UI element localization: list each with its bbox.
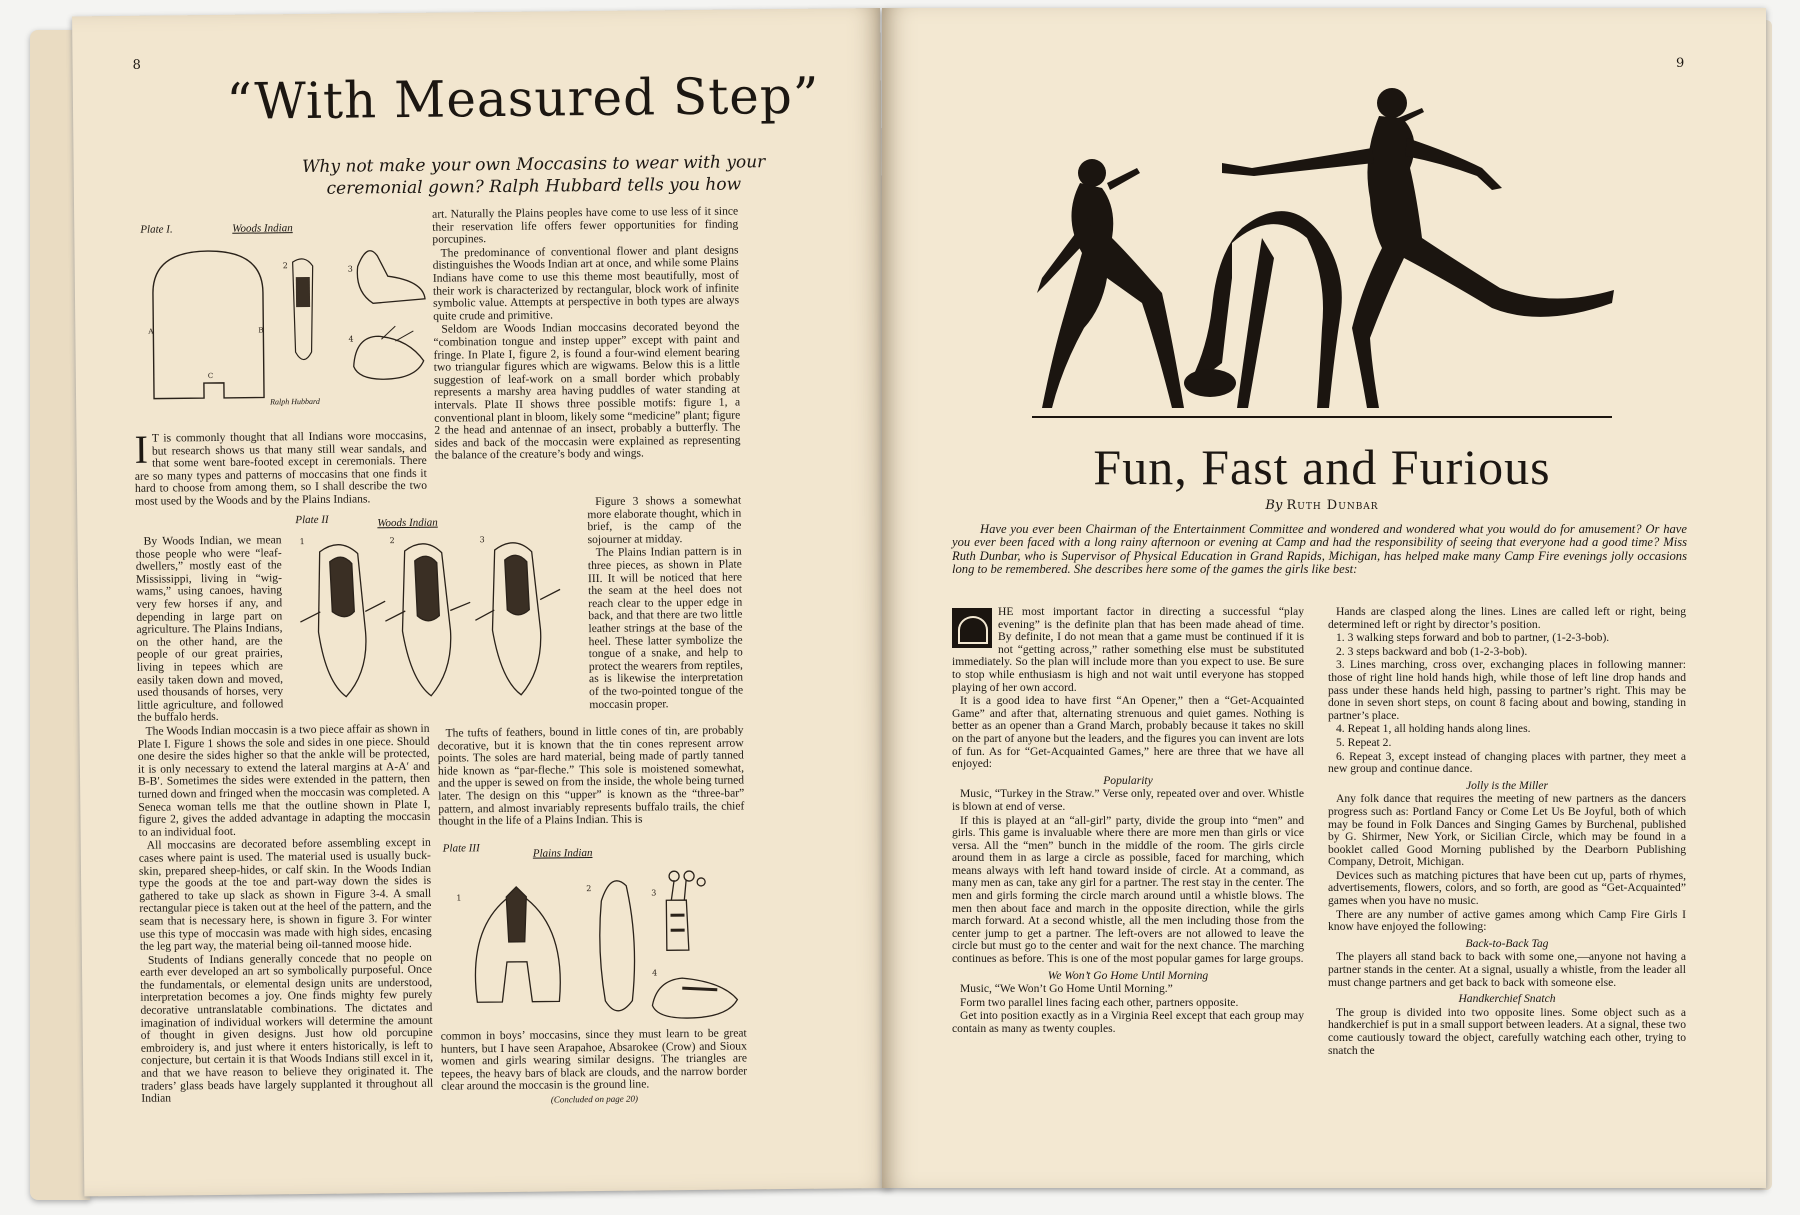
byline	[922, 498, 1722, 513]
svg-text:4: 4	[652, 968, 658, 978]
page-number: 8	[132, 57, 141, 73]
svg-text:C: C	[207, 372, 214, 381]
paragraph: Seldom are Woods Indian moccasins decorated beyond the “combination tongue and instep upper” except with paint and fringe. In Plate I, figure 2, is found a four-wind element bearing two triangular figures which are wigwams. Below this is a little suggestion of leaf-work on a small border which probably represents a marshy area having puddles of water standing at intervals. Plate II shows three possible motifs: figure 1, a conventional plant in bloom, likely some “medicine” plant; figure 2 the head and antennae of an insect, probably a butterfly. The sides and back of the moccasin were explained as representing the balance of the creature’s body and wings.	[433, 319, 741, 462]
paragraph: If this is played at an “all-girl” party, divide the group into “men” and girls. This game is invaluable where there are more men than girls or vice versa. All the “men” bunch in the middle of the room. The girls circle around them in as large a circle as possible, faced for marching, which means always with left hand toward inside of circle. At a command, as many men as can, take any girl for a partner. The rest stay in the center. The men and girls forming the circle march around until a whistle blows. The men then about face and march in the opposite direction, while the girls march forward. At a second whistle, all the men including those from the center jump to get a partner. The left-overs are not allowed to leave the circle but must go to the center and wait for the next chance. The marching continues as before. This is one of the most popular games for large groups.	[952, 813, 1304, 966]
silhouette-ground-line	[1032, 416, 1612, 418]
plate-2-figure	[289, 529, 581, 710]
paragraph: T is commonly thought that all Indians wore moccasins, but research shows us that many still wear sandals, and that some went bare-footed except in ceremonials. There are so many types and patterns of moccasins that one finds it hard to choose from among them, so I shall describe the two most used by the Woods and by the Plains Indians.	[134, 428, 428, 508]
subtitle-line: ceremonial gown? Ralph Hubbard tells you how	[326, 174, 742, 199]
paragraph: Music, “We Won’t Go Home Until Morning.”	[960, 982, 1173, 996]
page-number: 9	[1676, 56, 1685, 71]
left-column-1-top	[134, 426, 428, 510]
plate-label: Plate II	[295, 513, 329, 527]
plate-label: Plate III	[442, 842, 480, 855]
paragraph: All moccasins are decorated before assembling except in cases where paint is used. The material used is usually buck-skin, prepared sheep-hides, or calf skin. In the Woods Indian type the goods at the toe and part-way down the sides is gathered to take up slack as shown in Figure 3-4. A small rectangular piece is taken out at the heel of the pattern, and the seam that is necessary here, is shown in figure 3. For winter use this type of moccasin was made with high sides, encasing the leg part way, the material being oil-tanned moose hide.	[138, 836, 432, 953]
paragraph: Any folk dance that requires the meeting of new partners as the dancers progress such as: Portland Fancy or Come Let Us Be Joyful, both of which may be found in Folk Dances and Singing Games by Burchenal, published by G. Shirmer, New York, or Sicilian Circle, which may be found in a booklet called Good Morning published by the Dearborn Publishing Company, Detroit, Michigan.	[1328, 792, 1686, 869]
paragraph: art. Naturally the Plains peoples have come to use less of it since their reservation life offers fewer opportunities for finding porcupines.	[432, 204, 739, 246]
svg-text:2: 2	[282, 261, 288, 271]
artist-signature: Ralph Hubbard	[270, 396, 320, 407]
paragraph: The Woods Indian moccasin is a two piece affair as shown in Plate I. Figure 1 shows the sole and sides in one piece. Should one desire the sides higher so that the ankle will be protected, it is only necessary to extend the lateral margins at A-A′ and B-B′. Sometimes the sides were extended in the pattern, then turned down and fringed when the moccasin was completed. A Seneca woman tells me that the outline shown in Plate I, figure 2, gives the added advantage in adapting the moccasin to an individual foot.	[137, 721, 431, 839]
dancing-girls-silhouette	[1022, 78, 1632, 418]
section-heading: Handkerchief Snatch	[1458, 992, 1556, 1006]
list-item: 1. 3 walking steps forward and bob to partner, (1-2-3-bob).	[1336, 631, 1610, 645]
paragraph: The tufts of feathers, bound in little cones of tin, are probably decorative, but it is known that the tin cones represent arrow points. The soles are hard material, being made of partly tanned hide known as “par-fleche.” This sole is moistened somewhat, and the upper is sewed on from the inside, the whole being turned later. The design on this “upper” is known as the “three-bar” pattern, and almost invariably represents buffalo trails, the chief thought in the life of a Plains Indian. This is	[437, 723, 745, 828]
svg-text:1: 1	[456, 893, 462, 903]
drop-cap: I	[134, 426, 149, 472]
plate-title: Woods Indian	[232, 222, 293, 235]
paragraph: The players all stand back to back with some one,—anyone not having a partner stands in the center. At a signal, usually a whistle, from the leader all must change partners and get back to back with someone else.	[1328, 950, 1686, 989]
paragraph: Hands are clasped along the lines. Lines are called left or right, being determined left or right by director’s position.	[1328, 605, 1686, 631]
left-column-2-bottom	[441, 1027, 748, 1108]
svg-text:1: 1	[299, 537, 305, 547]
campfire-dropcap-icon	[952, 608, 992, 648]
svg-text:3: 3	[651, 888, 657, 898]
paragraph: The group is divided into two opposite lines. Some object such as a handkerchief is put in a small support between leaders. At a signal, these two come cautiously toward the object, carefully watching each other, trying to snatch the	[1328, 1005, 1686, 1057]
section-heading: Back-to-Back Tag	[1465, 936, 1549, 950]
svg-text:2: 2	[586, 884, 592, 894]
list-item: 2. 3 steps backward and bob (1-2-3-bob).	[1336, 644, 1528, 658]
section-heading: Jolly is the Miller	[1465, 778, 1549, 792]
left-column-1-bottom	[137, 723, 433, 1107]
svg-text:3: 3	[347, 264, 353, 274]
section-heading: Popularity	[1103, 773, 1153, 787]
list-item: 6. Repeat 3, except instead of changing places with partner, they meet a new group and continue dance.	[1328, 749, 1686, 776]
right-page	[882, 8, 1766, 1188]
plate-label: Plate I.	[140, 223, 173, 236]
article-intro: Have you ever been Chairman of the Entertainment Committee and wondered and wondered what you would do for amusement? Or have you ever been faced with a long rainy afternoon or evening at Camp and had the responsibility of seeing that everyone had a good time? Miss Ruth Dunbar, who is Supervisor of Physical Education in Grand Rapids, Michigan, has helped make many Camp Fire evenings jolly occasions long to be remembered. She describes here some of the games the girls like best:	[952, 522, 1687, 577]
plate-title: Plains Indian	[532, 847, 593, 860]
svg-text:2: 2	[389, 536, 395, 546]
left-column-1-narrow	[135, 534, 283, 725]
byline-prefix: By	[1265, 498, 1283, 513]
paragraph: Music, “Turkey in the Straw.” Verse only, repeated over and over. Whistle is blown at end of verse.	[952, 787, 1304, 813]
subtitle-line: Why not make your own Moccasins to wear with your	[301, 152, 766, 178]
article-title: “With Measured Step”	[226, 66, 820, 131]
paragraph: There are any number of active games among which Camp Fire Girls I know have enjoyed the following:	[1328, 907, 1686, 934]
author-name: Ruth Dunbar	[1286, 498, 1379, 513]
paragraph: Students of Indians generally concede that no people on earth ever developed an art so symbolically purposeful. Once the fundamentals, or elemental design units are understood, interpretation becomes a joy. One finds mighty few purely decorative untranslatable combinations. The dictates and imagination of individual workers will determine the amount of thought in given designs. Just how old porcupine embroidery is, and just where it enters historically, is left to conjecture, but certain it is that Woods Indians still excel in it, and that we have reason to believe they originated it. The traders’ glass beads have largely supplanted it throughout all Indian	[139, 950, 434, 1106]
svg-text:B: B	[258, 326, 264, 335]
left-column-2-mid	[438, 724, 745, 829]
paragraph: Get into position exactly as in a Virginia Reel except that each group may contain as many as twenty couples.	[952, 1009, 1304, 1035]
plate-title: Woods Indian	[377, 516, 438, 530]
continued-note: (Concluded on page 20)	[550, 1093, 639, 1105]
article-subtitle	[264, 151, 804, 201]
paragraph: By Woods Indian, we mean those people who were “leaf-dwellers,” mostly east of the Mississippi, living in “wig-wams,” using canoes, having very few horses if any, and depending in large part on agriculture. The Plains Indians, on the other hand, are the people of our great prairies, living in tepees which are easily taken down and moved, used thousands of horses, very little agriculture, and followed the buffalo herds.	[135, 533, 284, 725]
left-column-2-narrow	[587, 494, 743, 712]
list-item: 4. Repeat 1, all holding hands along lines.	[1336, 722, 1531, 736]
paragraph: HE most important factor in directing a successful “play evening” is the definite plan that has been made ahead of time. By definite, I do not mean that a game must be continued if it is not “getting across,” rather something else must be substituted immediately. So the plan will include more than you expect to use. Be sure to stop while enthusiasm is high and not wait until everyone has stopped playing of her own accord.	[952, 605, 1304, 694]
left-page	[72, 8, 892, 1196]
plate-3-figure	[446, 859, 748, 1032]
list-item: 5. Repeat 2.	[1336, 735, 1392, 749]
paragraph: It is a good idea to have first “An Opener,” then a “Get-Acquainted Game” and after that, alternating strenuous and quiet games. Nothing is better as an opener than a Grand March, probably because it takes no skill on the part of anyone but the leaders, and the figures you can invent are lots of fun. As for “Get-Acquainted Games,” here are three that we have all enjoyed:	[952, 694, 1304, 771]
paragraph: Devices such as matching pictures that have been cut up, parts of rhymes, advertisements, flowers, colors, and so forth, are good as “Get-Acquainted” games when you have no music.	[1328, 868, 1686, 908]
paragraph: Figure 3 shows a somewhat more elaborate thought, which in brief, is the camp of the sojourner at midday.	[587, 493, 742, 546]
svg-text:A: A	[148, 327, 154, 336]
svg-text:4: 4	[348, 334, 354, 344]
svg-text:3: 3	[479, 535, 485, 545]
article-title: Fun, Fast and Furious	[1093, 439, 1551, 495]
right-column-2	[1328, 606, 1686, 1058]
paragraph: The predominance of conventional flower and plant designs distinguishes the Woods Indian art at once, and while some Plains Indians have come to use this theme most beautifully, most of their work is characterized by rectangular, block work of infinite symbolic value. Attempts at perspective in both types are always quite crude and primitive.	[432, 243, 740, 323]
paragraph: The Plains Indian pattern is in three pieces, as shown in Plate III. It will be noticed that here the seam at the heel does not reach clear to the upper edge in back, and that there are two little leather strings at the base of the heel. These latter symbolize the tongue of a snake, and help to protect the wearers from reptiles, as is likewise the interpretation of the two-pointed tongue of the moccasin proper.	[587, 544, 744, 711]
right-column-1	[952, 606, 1304, 1037]
paragraph: common in boys’ moccasins, since they must learn to be great hunters, but I have seen Arapahoe, Absarokee (Crow) and Sioux women and girls wearing similar designs. The triangles are tepees, the heavy bars of black are clouds, and the narrow border clear around the moccasin is the ground line.	[440, 1026, 748, 1094]
left-column-2-top	[432, 205, 741, 463]
list-item: 3. Lines marching, cross over, exchanging places in following manner: those of right line hold hands high, while those of left line drop hands and pass under these hands held high, passing to partner’s right. This may be done in seven short steps, on count 8 facing about and bowing, standing in partner’s place.	[1328, 658, 1686, 722]
paragraph: Form two parallel lines facing each other, partners opposite.	[960, 995, 1239, 1009]
section-heading: We Won’t Go Home Until Morning	[1047, 968, 1209, 982]
